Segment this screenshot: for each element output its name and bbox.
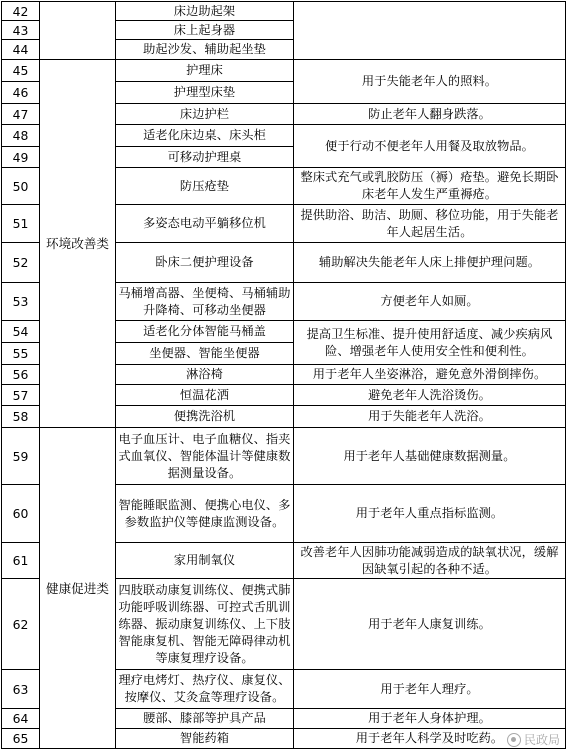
- product-name: 腰部、膝部等护具产品: [116, 709, 294, 729]
- product-name: 淋浴椅: [116, 365, 294, 385]
- row-number: 59: [2, 428, 40, 485]
- product-name: 理疗电烤灯、热疗仪、康复仪、按摩仪、艾灸盒等理疗设备。: [116, 670, 294, 709]
- row-number: 55: [2, 343, 40, 365]
- description-cell: 用于老年人康复训练。: [294, 579, 566, 670]
- row-number: 58: [2, 406, 40, 428]
- description-cell: 辅助解决失能老年人床上排便护理问题。: [294, 243, 566, 283]
- product-name: 卧床二便护理设备: [116, 243, 294, 283]
- row-number: 51: [2, 205, 40, 243]
- product-name: 床边助起架: [116, 2, 294, 21]
- category-health: 健康促进类: [40, 428, 116, 749]
- watermark-text: 民政局: [523, 733, 560, 747]
- row-number: 56: [2, 365, 40, 385]
- product-name: 助起沙发、辅助起坐垫: [116, 40, 294, 60]
- row-number: 65: [2, 729, 40, 749]
- product-table: [1, 1, 566, 749]
- description-cell: 用于老年人重点指标监测。: [294, 485, 566, 543]
- description-cell: 提高卫生标准、提升使用舒适度、减少疾病风险、增强老年人使用安全性和便利性。: [294, 321, 566, 365]
- product-name: 床边护栏: [116, 104, 294, 125]
- product-name: 马桶增高器、坐便椅、马桶辅助升降椅、可移动坐便器: [116, 283, 294, 321]
- category-cell-top: [40, 40, 116, 60]
- description-cell: 用于失能老年人的照料。: [294, 60, 566, 104]
- category-cell-top: [40, 2, 116, 21]
- row-number: 43: [2, 21, 40, 40]
- watermark: [507, 731, 560, 748]
- category-environment: 环境改善类: [40, 60, 116, 428]
- product-name: 护理型床垫: [116, 82, 294, 104]
- product-name: 床上起身器: [116, 21, 294, 40]
- product-name: 电子血压计、电子血糖仪、指夹式血氧仪、智能体温计等健康数据测量设备。: [116, 428, 294, 485]
- description-cell: 避免老年人洗浴烫伤。: [294, 385, 566, 406]
- row-number: 42: [2, 2, 40, 21]
- wechat-channel-icon: [507, 733, 521, 747]
- row-number: 60: [2, 485, 40, 543]
- product-name: 智能睡眠监测、便携心电仪、多参数监护仪等健康监测设备。: [116, 485, 294, 543]
- description-cell: 用于老年人基础健康数据测量。: [294, 428, 566, 485]
- description-cell: 用于失能老年人洗浴。: [294, 406, 566, 428]
- row-number: 49: [2, 147, 40, 168]
- product-name: 家用制氧仪: [116, 543, 294, 579]
- product-name: 便携洗浴机: [116, 406, 294, 428]
- row-number: 54: [2, 321, 40, 343]
- product-name: 四肢联动康复训练仪、便携式肺功能呼吸训练器、可控式舌肌训练器、振动康复训练仪、上下肢智能康复机、智能无障碍律动机等康复理疗设备。: [116, 579, 294, 670]
- product-name: 适老化分体智能马桶盖: [116, 321, 294, 343]
- description-cell: [294, 2, 566, 60]
- product-name: 智能药箱: [116, 729, 294, 749]
- description-cell: 方便老年人如厕。: [294, 283, 566, 321]
- product-name: 可移动护理桌: [116, 147, 294, 168]
- row-number: 57: [2, 385, 40, 406]
- description-cell: 改善老年人因肺功能减弱造成的缺氧状况，缓解因缺氧引起的各种不适。: [294, 543, 566, 579]
- product-name: 防压疮垫: [116, 168, 294, 205]
- description-cell: 防止老年人翻身跌落。: [294, 104, 566, 125]
- row-number: 48: [2, 125, 40, 147]
- description-cell: 整床式充气或乳胶防压（褥）疮垫。避免长期卧床老年人发生严重褥疮。: [294, 168, 566, 205]
- row-number: 62: [2, 579, 40, 670]
- product-name: 坐便器、智能坐便器: [116, 343, 294, 365]
- row-number: 44: [2, 40, 40, 60]
- category-cell-top: [40, 21, 116, 40]
- description-cell: 便于行动不便老年人用餐及取放物品。: [294, 125, 566, 168]
- row-number: 46: [2, 82, 40, 104]
- row-number: 45: [2, 60, 40, 82]
- description-cell: 提供助浴、助洁、助厕、移位功能，用于失能老年人起居生活。: [294, 205, 566, 243]
- description-cell: 用于老年人身体护理。: [294, 709, 566, 729]
- description-cell: 用于老年人坐姿淋浴，避免意外滑倒摔伤。: [294, 365, 566, 385]
- row-number: 61: [2, 543, 40, 579]
- description-cell: 用于老年人科学及时吃药。: [294, 729, 566, 749]
- row-number: 63: [2, 670, 40, 709]
- row-number: 52: [2, 243, 40, 283]
- row-number: 47: [2, 104, 40, 125]
- row-number: 53: [2, 283, 40, 321]
- product-name: 恒温花洒: [116, 385, 294, 406]
- description-cell: 用于老年人理疗。: [294, 670, 566, 709]
- product-name: 护理床: [116, 60, 294, 82]
- row-number: 64: [2, 709, 40, 729]
- product-name: 适老化床边桌、床头柜: [116, 125, 294, 147]
- product-name: 多姿态电动平躺移位机: [116, 205, 294, 243]
- row-number: 50: [2, 168, 40, 205]
